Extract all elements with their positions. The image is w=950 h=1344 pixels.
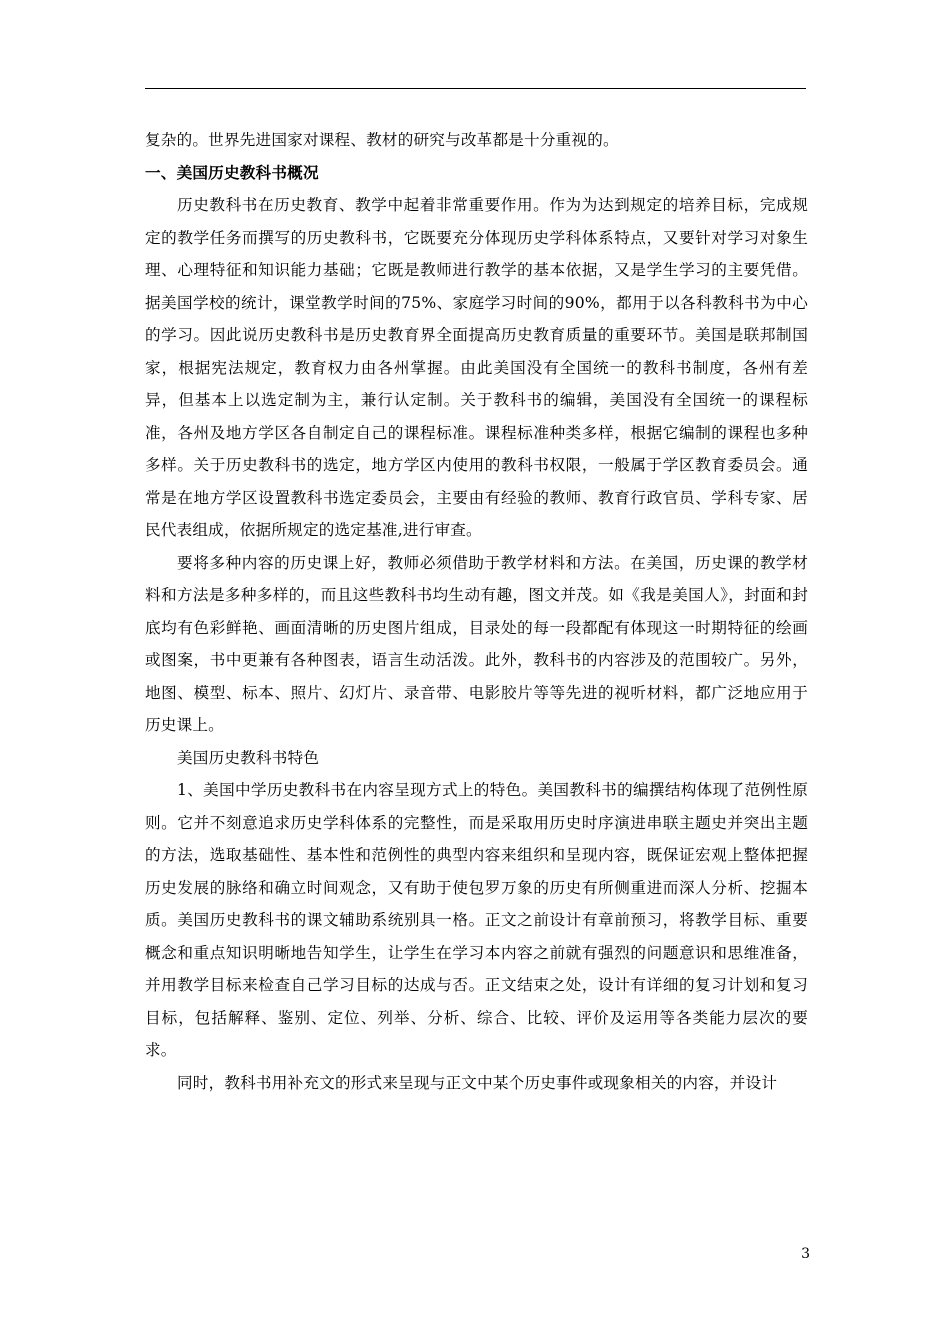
section-heading: 一、美国历史教科书概况	[145, 163, 319, 182]
subheading-features: 美国历史教科书特色	[177, 748, 320, 767]
intro-continuation: 复杂的。世界先进国家对课程、教材的研究与改革都是十分重视的。	[145, 131, 619, 149]
paragraph-teaching-materials: 要将多种内容的历史课上好，教师必须借助于教学材料和方法。在美国，历史课的教学材料和方法是多种多样的，而且这些教科书均生动有趣，图文并茂。如《我是美国人》，封面和封底均有色彩鲜艳、画面清晰的历史图片组成，目录处的每一段都配有体现这一时期特征的绘画或图案，书中更兼有各种图表，语言生动活泼。此外，教科书的内容涉及的范围较广。另外，地图、模型、标本、照片、幻灯片、录音带、电影胶片等等先进的视听材料，都广泛地应用于历史课上。	[145, 553, 808, 734]
header-rule	[145, 88, 806, 89]
paragraph-textbook-role: 历史教科书在历史教育、教学中起着非常重要作用。作为为达到规定的培养目标，完成规定的教学任务而撰写的历史教科书，它既要充分体现历史学科体系特点，又要针对学习对象生理、心理特征和知识能力基础；它既是教师进行教学的基本依据，又是学生学习的主要凭借。据美国学校的统计，课堂教学时间的75%、家庭学习时间的90%，都用于以各科教科书为中心的学习。因此说历史教科书是历史教育界全面提高历史教育质量的重要环节。美国是联邦制国家，根据宪法规定，教育权力由各州掌握。由此美国没有全国统一的教科书制度，各州有差异，但基本上以选定制为主，兼行认定制。关于教科书的编辑，美国没有全国统一的课程标准，各州及地方学区各自制定自己的课程标准。课程标准种类多样，根据它编制的课程也多种多样。关于历史教科书的选定，地方学区内使用的教科书权限，一般属于学区教育委员会。通常是在地方学区设置教科书选定委员会，主要由有经验的教师、教育行政官员、学科专家、居民代表组成，依据所规定的选定基准,进行审查。	[145, 196, 808, 539]
paragraph-feature-1: 1、美国中学历史教科书在内容呈现方式上的特色。美国教科书的编撰结构体现了范例性原则。它并不刻意追求历史学科体系的完整性，而是采取用历史时序演进串联主题史并突出主题的方法，选取基础性、基本性和范例性的典型内容来组织和呈现内容，既保证宏观上整体把握历史发展的脉络和确立时间观念，又有助于使包罗万象的历史有所侧重进而深人分析、挖掘本质。美国历史教科书的课文辅助系统别具一格。正文之前设计有章前预习，将教学目标、重要概念和重点知识明晰地告知学生，让学生在学习本内容之前就有强烈的问题意识和思维准备，并用教学目标来检查自己学习目标的达成与否。正文结束之处，设计有详细的复习计划和复习目标，包括解释、鉴别、定位、列举、分析、综合、比较、评价及运用等各类能力层次的要求。	[145, 781, 808, 1059]
document-body	[145, 124, 808, 1099]
paragraph-supplementary: 同时，教科书用补充文的形式来呈现与正文中某个历史事件或现象相关的内容，并设计	[177, 1073, 778, 1092]
page-number: 3	[801, 1246, 810, 1262]
